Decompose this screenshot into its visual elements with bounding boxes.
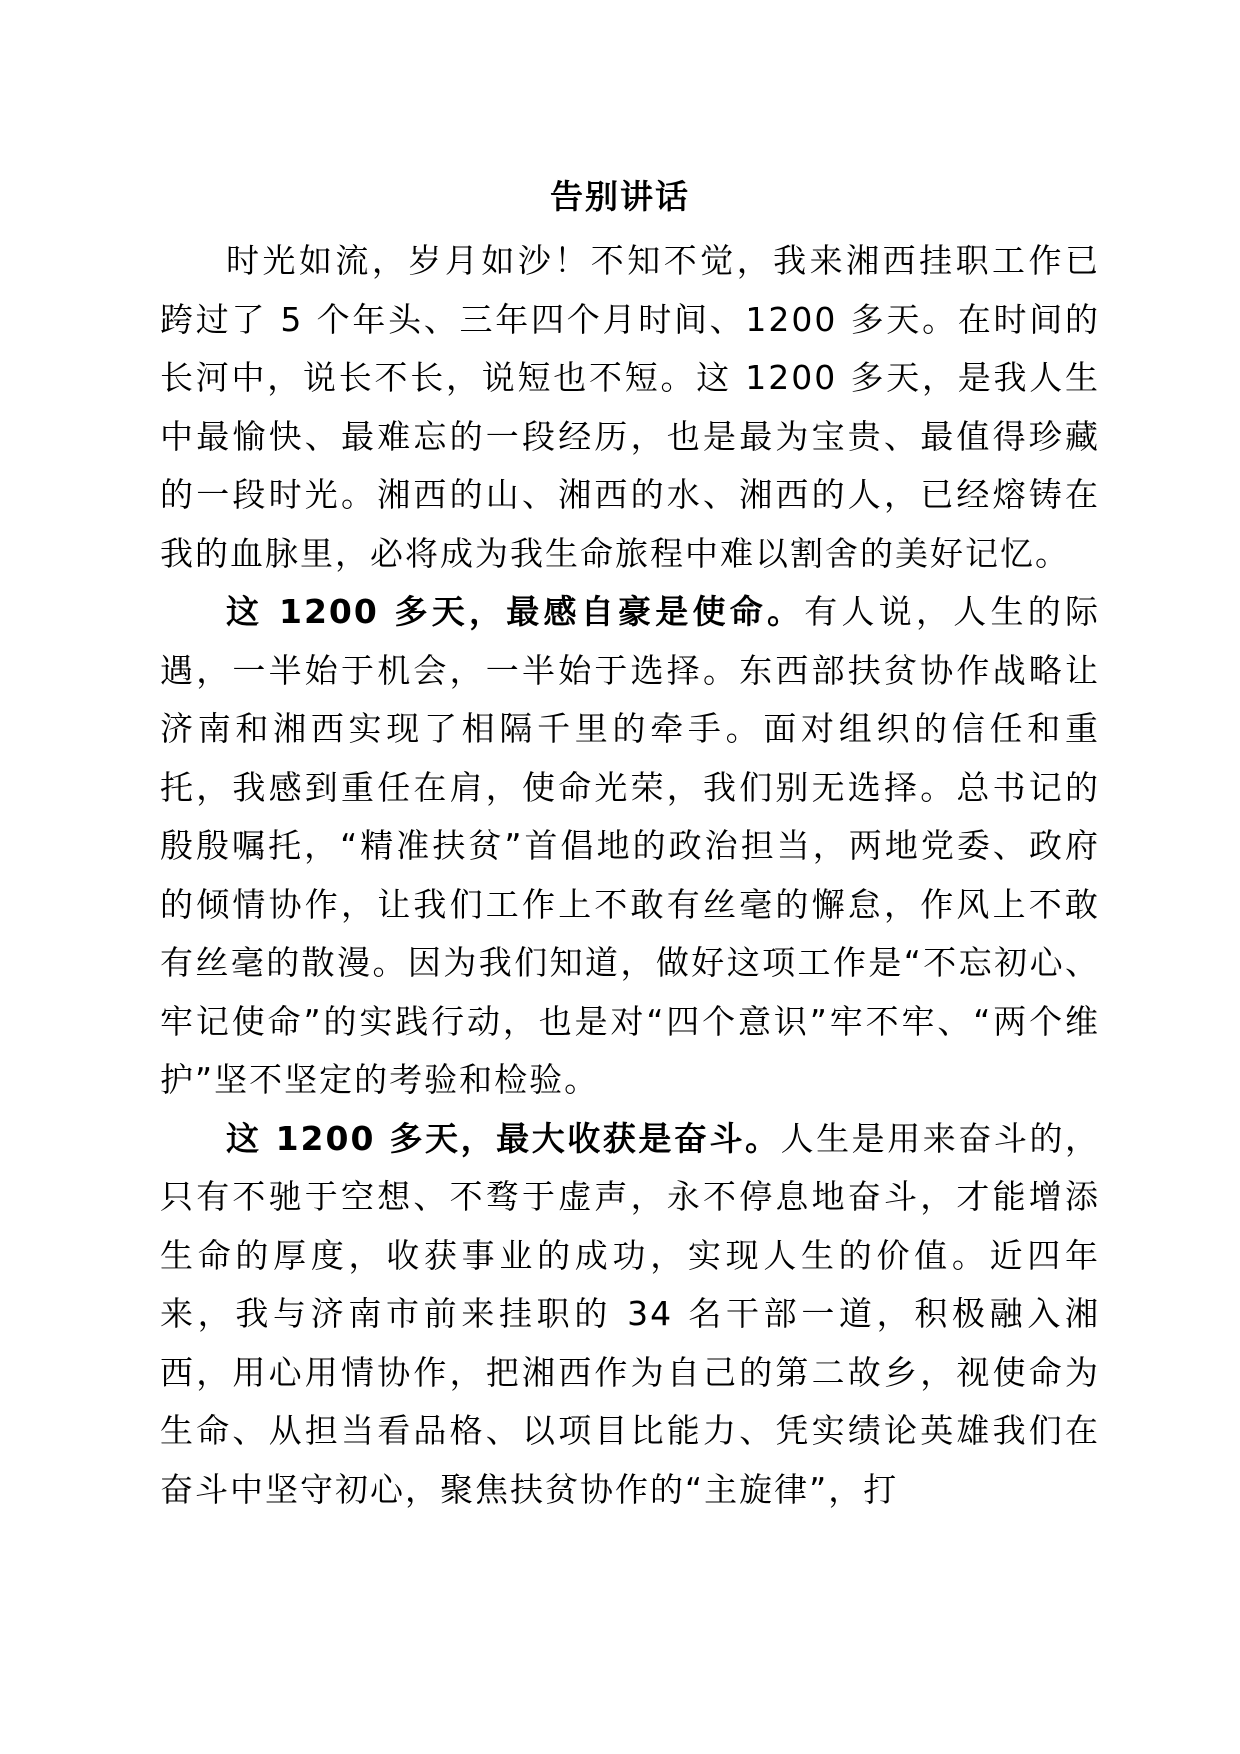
document-body	[160, 232, 1100, 1519]
paragraph-text: 有人说，人生的际遇，一半始于机会，一半始于选择。东西部扶贫协作战略让济南和湘西实现了相隔千里的牵手。面对组织的信任和重托，我感到重任在肩，使命光荣，我们别无选择。总书记的殷殷嘱托，“精准扶贫”首倡地的政治担当，两地党委、政府的倾情协作，让我们工作上不敢有丝毫的懈怠，作风上不敢有丝毫的散漫。因为我们知道，做好这项工作是“不忘初心、牢记使命”的实践行动，也是对“四个意识”牢不牢、“两个维护”坚不坚定的考验和检验。	[160, 592, 1101, 1099]
paragraph-text: 人生是用来奋斗的，只有不驰于空想、不骛于虚声，永不停息地奋斗，才能增添生命的厚度，收获事业的成功，实现人生的价值。近四年来，我与济南市前来挂职的 34 名干部一道，积极融入湘西，用心用情协作，把湘西作为自己的第二故乡，视使命为生命、从担当看品格、以项目比能力、凭实绩论英雄我们在奋斗中坚守初心，聚焦扶贫协作的“主旋律”，打	[160, 1118, 1101, 1509]
paragraph-lead: 这 1200 多天，最感自豪是使命。	[226, 592, 805, 631]
paragraph-text: 时光如流，岁月如沙！不知不觉，我来湘西挂职工作已跨过了 5 个年头、三年四个月时间、1200 多天。在时间的长河中，说长不长，说短也不短。这 1200 多天，是我人生中最愉快、最难忘的一段经历，也是最为宝贵、最值得珍藏的一段时光。湘西的山、湘西的水、湘西的人，已经熔铸在我的血脉里，必将成为我生命旅程中难以割舍的美好记忆。	[160, 241, 1100, 573]
paragraph-struggle	[160, 1110, 1100, 1520]
paragraph-mission	[160, 583, 1100, 1110]
paragraph-opening	[160, 232, 1100, 583]
paragraph-lead: 这 1200 多天，最大收获是奋斗。	[226, 1118, 781, 1158]
document-title: 告别讲话	[550, 177, 690, 216]
